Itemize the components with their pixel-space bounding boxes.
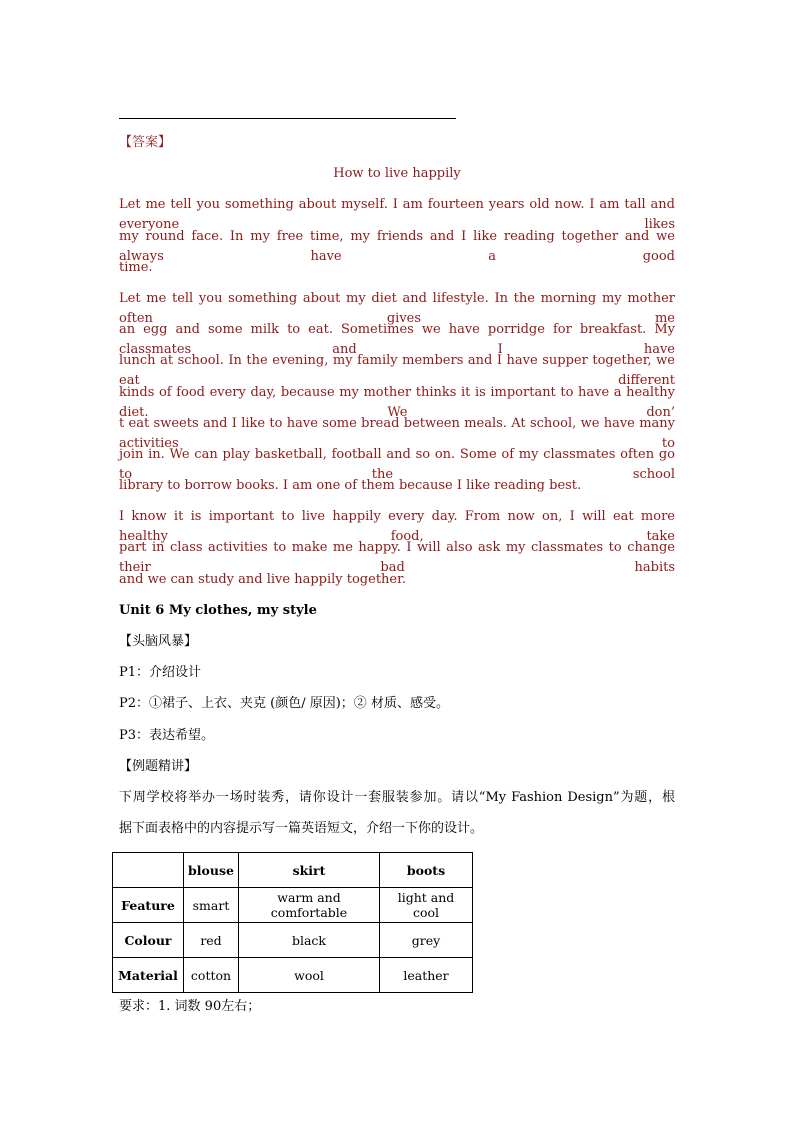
point-item: P1：介绍设计 — [119, 665, 202, 681]
design-table — [112, 852, 473, 993]
essay-line: and we can study and live happily together. — [119, 571, 407, 587]
essay-line: Let me tell you something about myself. I am fourteen years old now. I am tall and everyone likes — [119, 197, 675, 233]
table-cell: black — [239, 923, 380, 958]
design-table-wrapper — [112, 852, 675, 993]
table-cell: grey — [380, 923, 473, 958]
essay-line: t eat sweets and I like to have some bread between meals. At school, we have many activities to — [119, 415, 675, 451]
essay-line: library to borrow books. I am one of them because I like reading best. — [119, 478, 582, 494]
table-header-cell: skirt — [239, 853, 380, 888]
table-row-header: Feature — [113, 888, 184, 923]
brainstorm-heading: 【头脑风暴】 — [119, 634, 198, 649]
table-row — [113, 888, 473, 923]
table-row — [113, 958, 473, 993]
answer-heading: 【答案】 — [119, 135, 172, 150]
table-header-cell: boots — [380, 853, 473, 888]
essay-line: part in class activities to make me happy. I will also ask my classmates to change their bad habits — [119, 540, 675, 576]
table-cell: leather — [380, 958, 473, 993]
document-page — [119, 133, 675, 1029]
table-header-cell — [113, 853, 184, 888]
point-item: P2：①裙子、上衣、夹克 (颜色/ 原因)；② 材质、感受。 — [119, 696, 449, 712]
table-row — [113, 923, 473, 958]
table-row-header: Colour — [113, 923, 184, 958]
table-cell: cotton — [184, 958, 239, 993]
example-heading: 【例题精讲】 — [119, 758, 198, 774]
table-cell: light and cool — [380, 888, 473, 923]
essay-line: kinds of food every day, because my mother thinks it is important to have a healthy diet. We don’ — [119, 384, 675, 420]
essay-line: I know it is important to live happily every day. From now on, I will eat more healthy food, take — [119, 509, 675, 545]
essay-line: my round face. In my free time, my friends and I like reading together and we always have a good — [119, 228, 675, 264]
table-cell: smart — [184, 888, 239, 923]
essay-line: Let me tell you something about my diet and lifestyle. In the morning my mother often gives me — [119, 290, 675, 326]
essay-title: How to live happily — [333, 166, 461, 182]
point-item: P3：表达希望。 — [119, 727, 215, 743]
table-row-header: Material — [113, 958, 184, 993]
table-cell: wool — [239, 958, 380, 993]
top-divider — [119, 118, 456, 119]
table-header-row — [113, 853, 473, 888]
essay-line: time. — [119, 259, 153, 275]
unit-title: Unit 6 My clothes, my style — [119, 602, 317, 618]
table-cell: warm and comfortable — [239, 888, 380, 923]
essay-line: lunch at school. In the evening, my family members and I have supper together, we eat different — [119, 353, 675, 389]
requirement-text: 要求：1. 词数 90左右； — [119, 999, 261, 1015]
essay-line: an egg and some milk to eat. Sometimes we have porridge for breakfast. My classmates and I have — [119, 322, 675, 358]
prompt-line: 据下面表格中的内容提示写一篇英语短文，介绍一下你的设计。 — [119, 821, 484, 837]
table-header-cell: blouse — [184, 853, 239, 888]
prompt-line: 下周学校将举办一场时装秀，请你设计一套服装参加。请以“My Fashion Design”为题，根 — [119, 789, 675, 805]
essay-line: join in. We can play basketball, football and so on. Some of my classmates often go to the school — [119, 446, 675, 482]
table-cell: red — [184, 923, 239, 958]
